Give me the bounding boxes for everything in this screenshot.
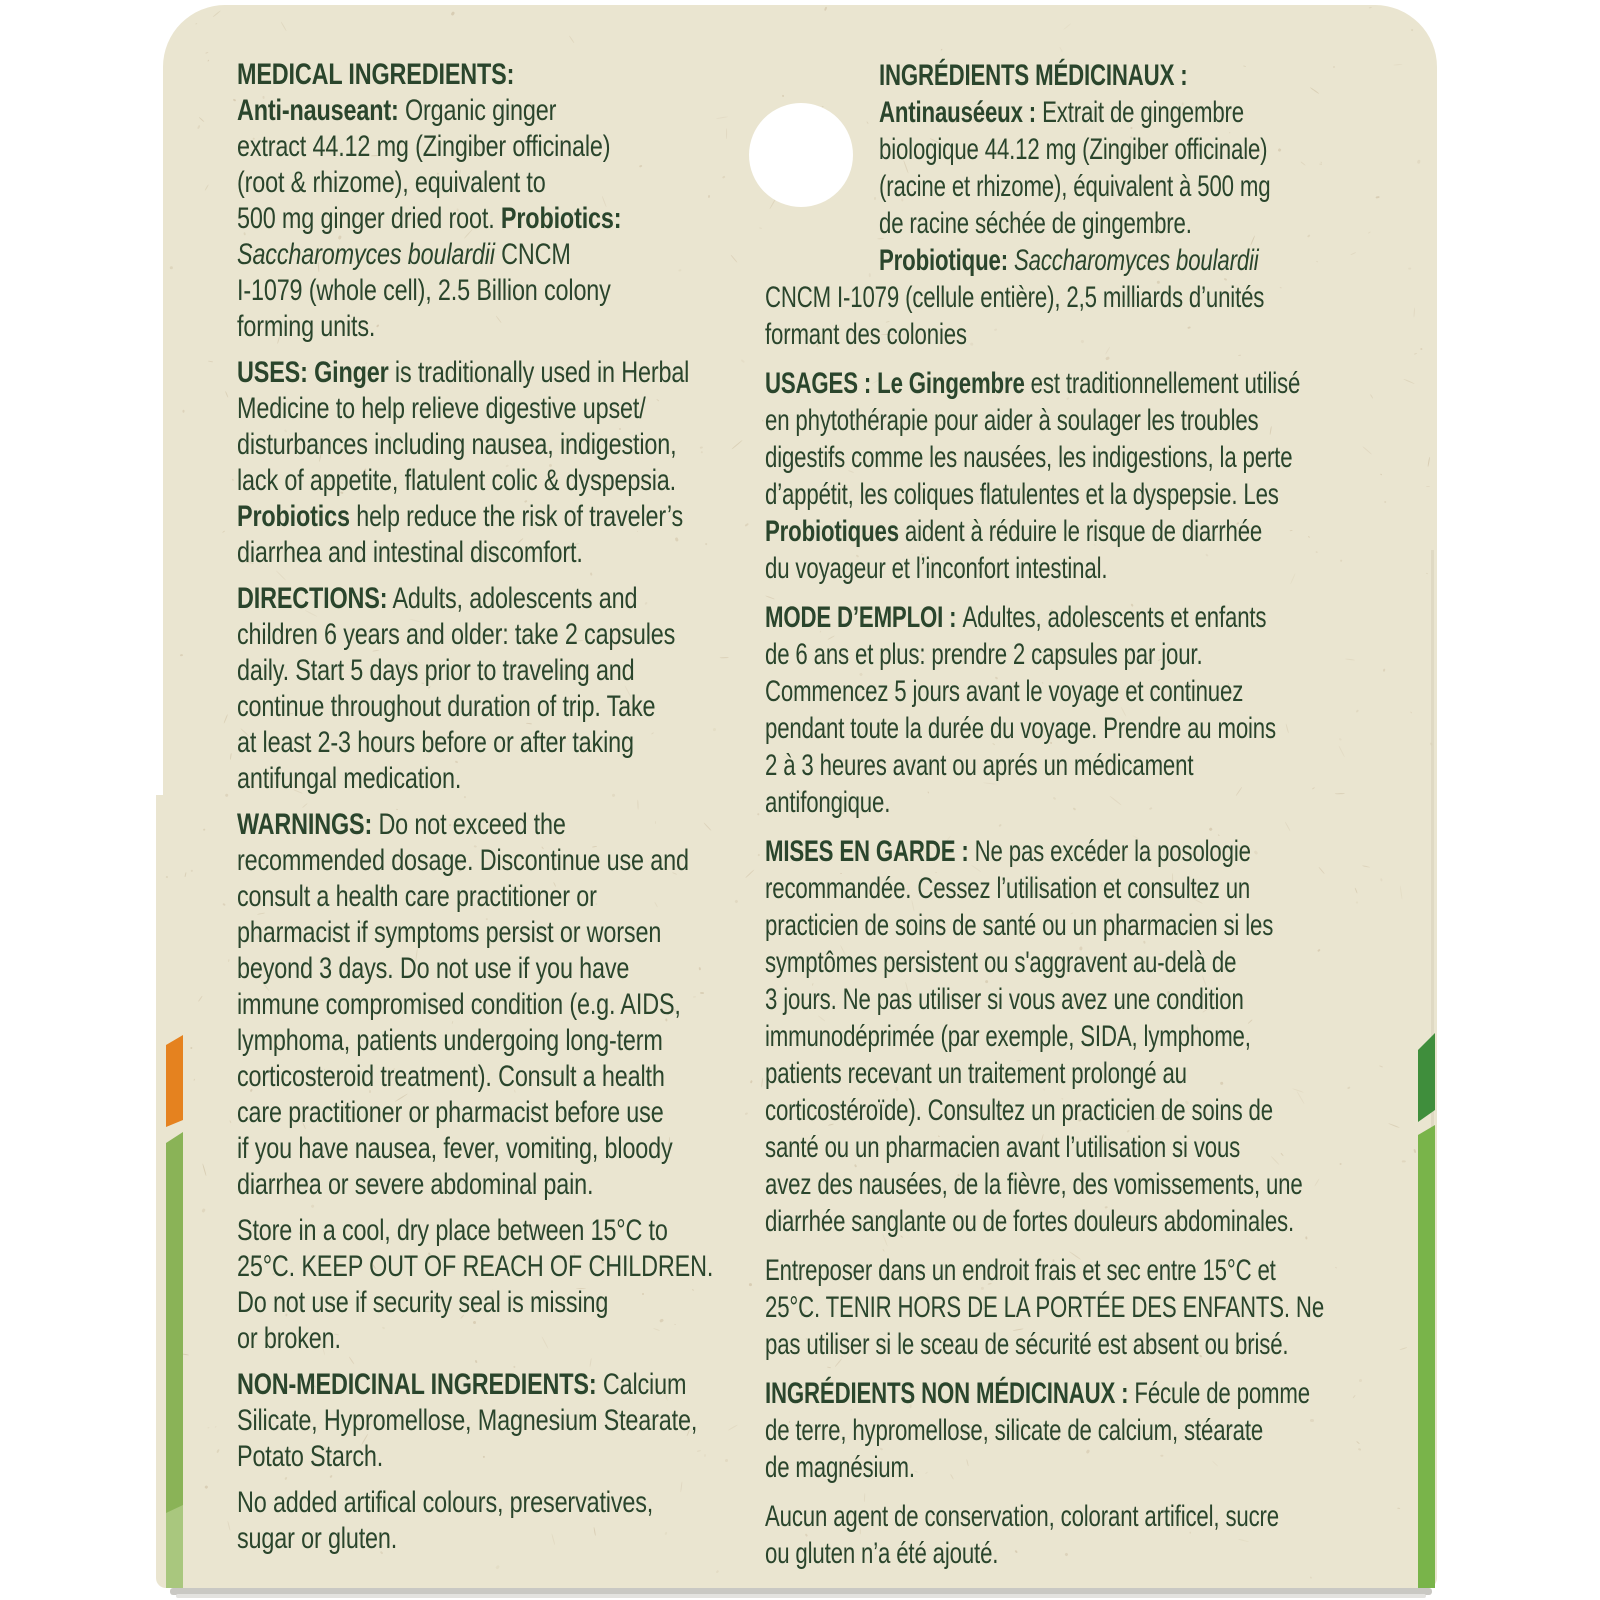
french-paragraph: [765, 1498, 1425, 1572]
paper-speck: [222, 903, 226, 906]
text-line: [237, 273, 674, 309]
text-line: [237, 1167, 674, 1203]
text-segment: 25°C. TENIR HORS DE LA PORTÉE DES ENFANTS. Ne: [765, 1291, 1325, 1324]
text-segment: 500 mg ginger dried root.: [237, 202, 501, 235]
french-paragraph: [765, 1252, 1425, 1363]
text-line: [765, 1412, 1264, 1449]
text-line: [237, 1321, 674, 1357]
text-line: [765, 907, 1274, 944]
paper-speck: [1063, 23, 1072, 30]
text-segment: Probiotics:: [500, 202, 622, 235]
text-segment: disturbances including nausea, indigestion,: [237, 428, 677, 461]
text-line: [237, 1521, 674, 1557]
paper-speck: [1369, 7, 1372, 9]
paper-speck: [180, 654, 183, 657]
text-segment: Fécule de pomme: [1134, 1377, 1310, 1410]
paper-speck: [207, 1427, 209, 1428]
english-paragraph: [237, 807, 797, 1203]
french-paragraph: [765, 833, 1425, 1240]
text-segment: daily. Start 5 days prior to traveling and: [237, 654, 635, 687]
text-line: [237, 1485, 674, 1521]
text-segment: beyond 3 days. Do not use if you have: [237, 952, 630, 985]
text-line: [765, 550, 1253, 587]
french-paragraph: [765, 599, 1425, 821]
text-segment: forming units.: [237, 310, 376, 343]
text-segment: sugar or gluten.: [237, 1522, 398, 1555]
text-line: [237, 1095, 674, 1131]
paper-speck: [198, 125, 201, 129]
text-segment: pharmacist if symptoms persist or worsen: [237, 916, 662, 949]
left-green-stripe-light: [166, 1505, 183, 1588]
text-line: [765, 673, 1253, 710]
text-segment: Silicate, Hypromellose, Magnesium Stearate,: [237, 1404, 698, 1437]
text-segment: Probiotics: [237, 500, 350, 533]
text-line: [237, 617, 674, 653]
text-line: [765, 279, 1265, 316]
text-line: [879, 168, 1283, 205]
text-line: [765, 1498, 1280, 1535]
text-line: [237, 1249, 714, 1285]
text-segment: diarrhée sanglante ou de fortes douleurs abdominales.: [765, 1205, 1295, 1238]
text-line: [237, 1403, 698, 1439]
english-paragraph: [237, 1213, 797, 1357]
text-line: [879, 205, 1283, 242]
text-segment: continue throughout duration of trip. Take: [237, 690, 656, 723]
paper-speck: [214, 1426, 217, 1429]
text-line: [237, 1367, 687, 1403]
text-segment: corticostéroïde). Consultez un practicien de soins de: [765, 1094, 1273, 1127]
text-segment: formant des colonies: [765, 318, 967, 351]
text-segment: (root & rhizome), equivalent to: [237, 166, 546, 199]
text-line: [237, 1131, 674, 1167]
text-line: [237, 987, 681, 1023]
paper-speck: [451, 11, 456, 16]
text-segment: (racine et rhizome), équivalent à 500 mg: [879, 170, 1271, 203]
text-line: [879, 242, 1283, 279]
text-line: [765, 1018, 1253, 1055]
text-segment: santé ou un pharmacien avant l’utilisation si vous: [765, 1131, 1241, 1164]
english-paragraph: [237, 57, 797, 345]
paper-speck: [225, 391, 229, 398]
english-paragraph: [237, 355, 797, 571]
text-segment: if you have nausea, fever, vomiting, bloody: [237, 1132, 673, 1165]
text-line: [879, 94, 1283, 131]
text-line: [237, 309, 674, 345]
text-line: [237, 581, 674, 617]
text-segment: NON-MEDICINAL INGREDIENTS:: [237, 1368, 597, 1401]
text-line: [237, 391, 674, 427]
paper-speck: [202, 1163, 207, 1175]
text-line: [765, 747, 1253, 784]
text-line: [765, 870, 1253, 907]
text-segment: aident à réduire le risque de diarrhée: [898, 515, 1263, 548]
french-paragraph: [765, 57, 1425, 353]
text-segment: is traditionally used in Herbal: [388, 356, 690, 389]
text-line: [765, 1535, 1253, 1572]
paper-speck: [202, 1208, 206, 1212]
text-segment: Store in a cool, dry place between 15°C to: [237, 1214, 668, 1247]
text-segment: help reduce the risk of traveler’s: [349, 500, 684, 533]
paper-speck: [230, 753, 232, 760]
paper-speck: [280, 22, 287, 32]
text-line: [237, 535, 674, 571]
text-segment: MODE D’EMPLOI :: [765, 601, 963, 634]
text-segment: d’appétit, les coliques flatulentes et la dyspepsie. Les: [765, 478, 1279, 511]
paper-speck: [213, 10, 221, 17]
text-segment: symptômes persistent ou s'aggravent au-delà de: [765, 946, 1237, 979]
text-line: [765, 833, 1253, 870]
text-segment: MEDICAL INGREDIENTS:: [237, 58, 515, 91]
text-segment: I-1079 (whole cell), 2.5 Billion colony: [237, 274, 611, 307]
text-segment: Probiotique:: [879, 244, 1014, 277]
text-segment: immunodéprimée (par exemple, SIDA, lymphome,: [765, 1020, 1251, 1053]
paper-speck: [207, 59, 209, 62]
text-line: [237, 165, 674, 201]
text-segment: de terre, hypromellose, silicate de calcium, stéarate: [765, 1414, 1264, 1447]
text-segment: WARNINGS:: [237, 808, 373, 841]
text-segment: de 6 ans et plus: prendre 2 capsules par jour.: [765, 638, 1203, 671]
text-segment: digestifs comme les nausées, les indigestions, la perte: [765, 441, 1293, 474]
text-segment: antifungal medication.: [237, 762, 462, 795]
text-segment: care practitioner or pharmacist before use: [237, 1096, 664, 1129]
text-segment: or broken.: [237, 1322, 341, 1355]
text-line: [765, 1166, 1303, 1203]
text-segment: 25°C. KEEP OUT OF REACH OF CHILDREN.: [237, 1250, 714, 1283]
paper-speck: [166, 875, 168, 877]
text-line: [237, 427, 677, 463]
english-paragraph: [237, 1367, 797, 1475]
text-line: [237, 201, 674, 237]
text-line: [237, 93, 674, 129]
paper-speck: [716, 1570, 719, 1573]
text-line: [237, 129, 674, 165]
text-line: [237, 879, 674, 915]
text-line: [765, 1289, 1325, 1326]
text-line: [237, 915, 674, 951]
text-line: [765, 710, 1276, 747]
paper-speck: [227, 1521, 230, 1531]
text-segment: 3 jours. Ne pas utiliser si vous avez une condition: [765, 983, 1244, 1016]
text-segment: diarrhea and intestinal discomfort.: [237, 536, 583, 569]
paper-speck: [233, 99, 236, 102]
paper-speck: [198, 996, 203, 1002]
text-segment: extract 44.12 mg (Zingiber officinale): [237, 130, 611, 163]
text-segment: Saccharomyces boulardii: [237, 238, 495, 271]
text-line: [765, 316, 1253, 353]
text-segment: 2 à 3 heures avant ou aprés un médicament: [765, 749, 1194, 782]
text-segment: CNCM: [494, 238, 571, 271]
english-column: [237, 57, 797, 1567]
text-segment: avez des nausées, de la fièvre, des vomissements, une: [765, 1168, 1303, 1201]
paper-speck: [182, 410, 185, 413]
text-segment: at least 2-3 hours before or after taking: [237, 726, 634, 759]
text-line: [765, 981, 1253, 1018]
text-segment: CNCM I-1079 (cellule entière), 2,5 milliards d’unités: [765, 281, 1265, 314]
text-line: [237, 761, 674, 797]
text-segment: lack of appetite, flatulent colic & dyspepsia.: [237, 464, 676, 497]
text-segment: INGRÉDIENTS MÉDICINAUX :: [879, 59, 1188, 92]
paper-speck: [224, 793, 228, 797]
paper-speck: [195, 22, 198, 24]
text-line: [237, 237, 674, 273]
text-line: [879, 131, 1283, 168]
paper-speck: [940, 48, 943, 51]
text-line: [765, 513, 1263, 550]
text-segment: Saccharomyces boulardii: [1013, 244, 1259, 277]
text-segment: pendant toute la durée du voyage. Prendre au moins: [765, 712, 1276, 745]
paper-speck: [208, 361, 213, 363]
paper-speck: [1427, 456, 1430, 466]
text-segment: Adults, adolescents and: [387, 582, 638, 615]
text-line: [765, 784, 1253, 821]
text-line: [765, 599, 1267, 636]
text-line: [237, 463, 674, 499]
paper-speck: [222, 530, 225, 533]
text-segment: Potato Starch.: [237, 1440, 384, 1473]
text-line: [765, 1129, 1253, 1166]
french-paragraph: [765, 1375, 1425, 1486]
text-segment: de racine séchée de gingembre.: [879, 207, 1192, 240]
paper-speck: [1403, 6, 1407, 10]
text-line: [237, 355, 690, 391]
paper-speck: [199, 117, 205, 123]
text-line: [237, 689, 674, 725]
text-line: [765, 1055, 1253, 1092]
text-line: [765, 1326, 1289, 1363]
text-segment: consult a health care practitioner or: [237, 880, 597, 913]
english-paragraph: [237, 1485, 797, 1557]
text-segment: de magnésium.: [765, 1451, 915, 1484]
text-segment: Probiotiques: [765, 515, 899, 548]
text-segment: Entreposer dans un endroit frais et sec entre 15°C et: [765, 1254, 1276, 1287]
text-line: [237, 1023, 674, 1059]
text-segment: Calcium: [596, 1368, 687, 1401]
text-segment: lymphoma, patients undergoing long-term: [237, 1024, 663, 1057]
text-segment: immune compromised condition (e.g. AIDS,: [237, 988, 681, 1021]
text-segment: corticosteroid treatment). Consult a health: [237, 1060, 665, 1093]
text-segment: Antinauséeux :: [879, 96, 1043, 129]
text-segment: patients recevant un traitement prolongé au: [765, 1057, 1187, 1090]
text-segment: biologique 44.12 mg (Zingiber officinale): [879, 133, 1268, 166]
text-segment: USAGES : Le Gingembre: [765, 367, 1025, 400]
text-line: [237, 951, 674, 987]
text-segment: en phytothérapie pour aider à soulager les troubles: [765, 404, 1259, 437]
left-orange-stripe: [166, 1035, 183, 1130]
text-segment: diarrhea or severe abdominal pain.: [237, 1168, 594, 1201]
text-line: [765, 1449, 1253, 1486]
text-line: [765, 1252, 1276, 1289]
text-line: [237, 1439, 674, 1475]
text-segment: Extrait de gingembre: [1042, 96, 1244, 129]
card-bottom-shadow-soft: [176, 1594, 1426, 1598]
paper-speck: [1411, 29, 1414, 32]
paper-speck: [229, 1120, 231, 1123]
paper-speck: [231, 479, 233, 481]
paper-speck: [1426, 486, 1429, 487]
text-line: [765, 476, 1279, 513]
paper-speck: [1426, 573, 1428, 575]
text-line: [765, 944, 1253, 981]
text-segment: practicien de soins de santé ou un pharmacien si les: [765, 909, 1274, 942]
text-segment: Do not use if security seal is missing: [237, 1286, 609, 1319]
text-segment: INGRÉDIENTS NON MÉDICINAUX :: [765, 1377, 1135, 1410]
text-segment: du voyageur et l’inconfort intestinal.: [765, 552, 1108, 585]
text-segment: Aucun agent de conservation, colorant artificel, sucre: [765, 1500, 1280, 1533]
paper-speck: [170, 266, 173, 269]
paper-speck: [204, 1485, 208, 1489]
paper-speck: [223, 714, 228, 723]
text-segment: Ne pas excéder la posologie: [974, 835, 1251, 868]
text-line: [765, 1203, 1295, 1240]
paper-speck: [1059, 47, 1063, 53]
text-segment: recommandée. Cessez l’utilisation et consultez un: [765, 872, 1251, 905]
paper-speck: [205, 51, 209, 53]
french-paragraph: [765, 365, 1425, 587]
text-segment: Medicine to help relieve digestive upset/: [237, 392, 646, 425]
text-segment: ou gluten n’a été ajouté.: [765, 1537, 999, 1570]
text-line: [765, 1375, 1310, 1412]
text-segment: est traditionnellement utilisé: [1024, 367, 1301, 400]
package-back-card: [163, 5, 1437, 1588]
text-line: [237, 1285, 674, 1321]
text-segment: DIRECTIONS:: [237, 582, 388, 615]
text-line: [237, 807, 674, 843]
paper-speck: [190, 1047, 193, 1050]
text-line: [237, 1059, 674, 1095]
text-segment: USES: Ginger: [237, 356, 389, 389]
text-segment: pas utiliser si le sceau de sécurité est absent ou brisé.: [765, 1328, 1289, 1361]
text-line: [765, 439, 1293, 476]
paper-speck: [569, 36, 575, 44]
text-segment: Do not exceed the: [372, 808, 566, 841]
english-paragraph: [237, 581, 797, 797]
text-segment: No added artifical colours, preservatives,: [237, 1486, 654, 1519]
text-segment: children 6 years and older: take 2 capsules: [237, 618, 676, 651]
text-line: [237, 843, 689, 879]
text-line: [765, 1092, 1273, 1129]
text-segment: recommended dosage. Discontinue use and: [237, 844, 689, 877]
paper-speck: [193, 1079, 195, 1081]
paper-speck: [184, 872, 186, 877]
text-line: [237, 57, 674, 93]
text-line: [879, 57, 1283, 94]
paper-speck: [205, 184, 210, 191]
paper-speck: [202, 829, 205, 832]
paper-speck: [227, 959, 229, 962]
text-segment: Commencez 5 jours avant le voyage et continuez: [765, 675, 1244, 708]
text-line: [237, 725, 674, 761]
paper-speck: [216, 1448, 220, 1452]
text-segment: Anti-nauseant:: [237, 94, 399, 127]
paper-speck: [824, 6, 827, 10]
french-column: [765, 57, 1425, 1584]
text-line: [237, 1213, 674, 1249]
text-line: [765, 636, 1253, 673]
text-segment: Organic ginger: [398, 94, 557, 127]
text-segment: antifongique.: [765, 786, 891, 819]
text-segment: MISES EN GARDE :: [765, 835, 975, 868]
text-segment: Adultes, adolescents et enfants: [962, 601, 1267, 634]
text-line: [237, 499, 684, 535]
paper-speck: [191, 870, 194, 873]
text-line: [237, 653, 674, 689]
text-line: [765, 365, 1301, 402]
text-line: [765, 402, 1259, 439]
